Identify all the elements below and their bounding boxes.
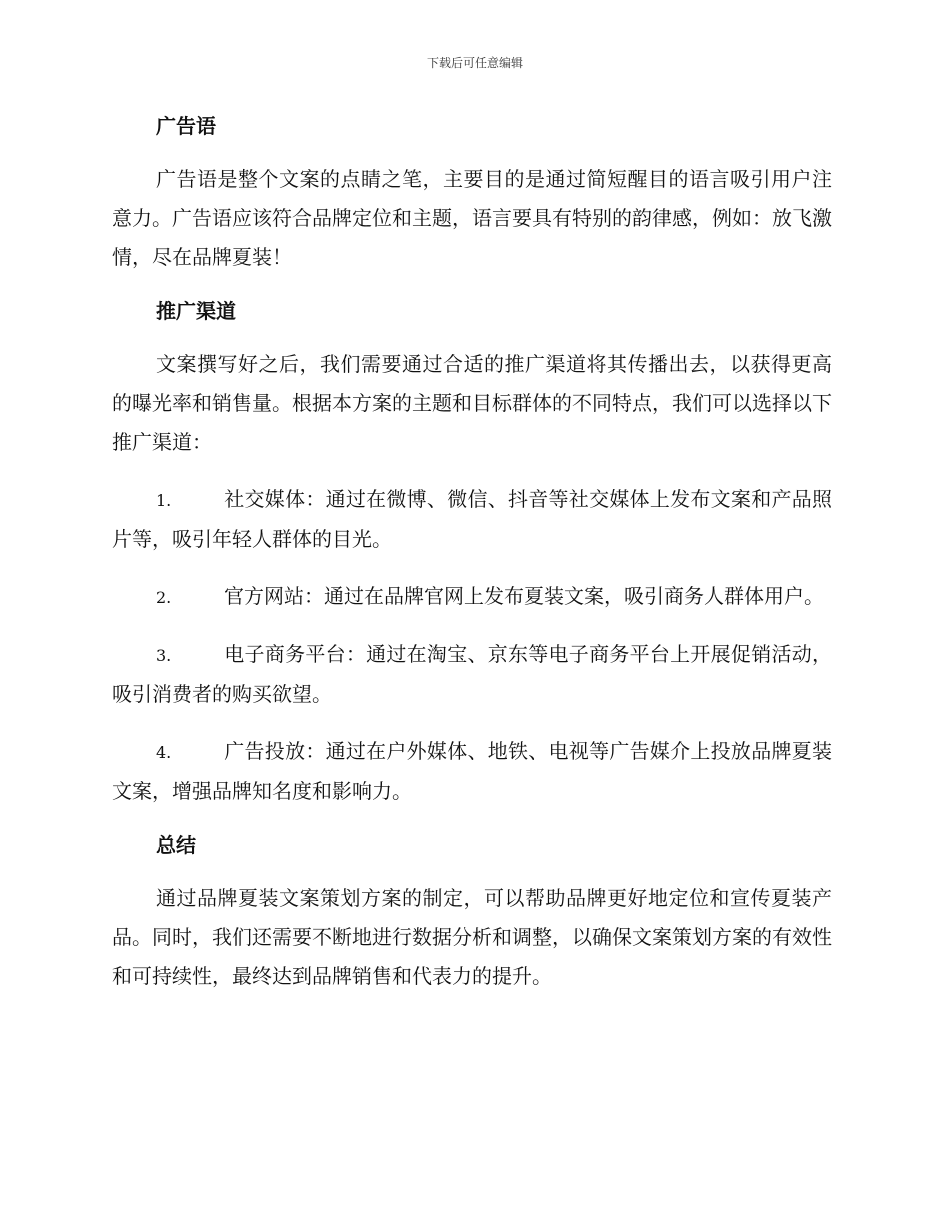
list-text: 广告投放：通过在户外媒体、地铁、电视等广告媒介上投放品牌夏装文案，增强品牌知名度和影响力。 — [112, 739, 832, 803]
list-number: 4. — [156, 743, 172, 762]
list-item-official-website — [112, 577, 832, 617]
list-item-advertising — [112, 732, 832, 811]
heading-slogan: 广告语 — [156, 114, 216, 138]
list-number: 3. — [156, 646, 172, 665]
paragraph-channels: 文案撰写好之后，我们需要通过合适的推广渠道将其传播出去，以获得更高的曝光率和销售量。根据本方案的主题和目标群体的不同特点，我们可以选择以下推广渠道： — [112, 352, 832, 454]
list-text: 电子商务平台：通过在淘宝、京东等电子商务平台上开展促销活动，吸引消费者的购买欲望。 — [112, 642, 832, 706]
heading-summary: 总结 — [156, 833, 196, 857]
paragraph-slogan: 广告语是整个文案的点睛之笔，主要目的是通过简短醒目的语言吸引用户注意力。广告语应该符合品牌定位和主题，语言要具有特别的韵律感，例如：放飞激情，尽在品牌夏装！ — [112, 167, 832, 269]
list-number: 2. — [156, 588, 172, 607]
list-text: 官方网站：通过在品牌官网上发布夏装文案，吸引商务人群体用户。 — [224, 584, 824, 608]
heading-channels: 推广渠道 — [156, 299, 236, 323]
header-note: 下载后可任意编辑 — [426, 56, 523, 70]
list-item-ecommerce — [112, 635, 832, 714]
paragraph-summary: 通过品牌夏装文案策划方案的制定，可以帮助品牌更好地定位和宣传夏装产品。同时，我们还需要不断地进行数据分析和调整，以确保文案策划方案的有效性和可持续性，最终达到品牌销售和代表力的提升。 — [112, 886, 832, 988]
document-body — [112, 110, 832, 1014]
list-number: 1. — [156, 491, 172, 510]
list-text: 社交媒体：通过在微博、微信、抖音等社交媒体上发布文案和产品照片等，吸引年轻人群体的目光。 — [112, 487, 832, 551]
list-item-social-media — [112, 480, 832, 559]
